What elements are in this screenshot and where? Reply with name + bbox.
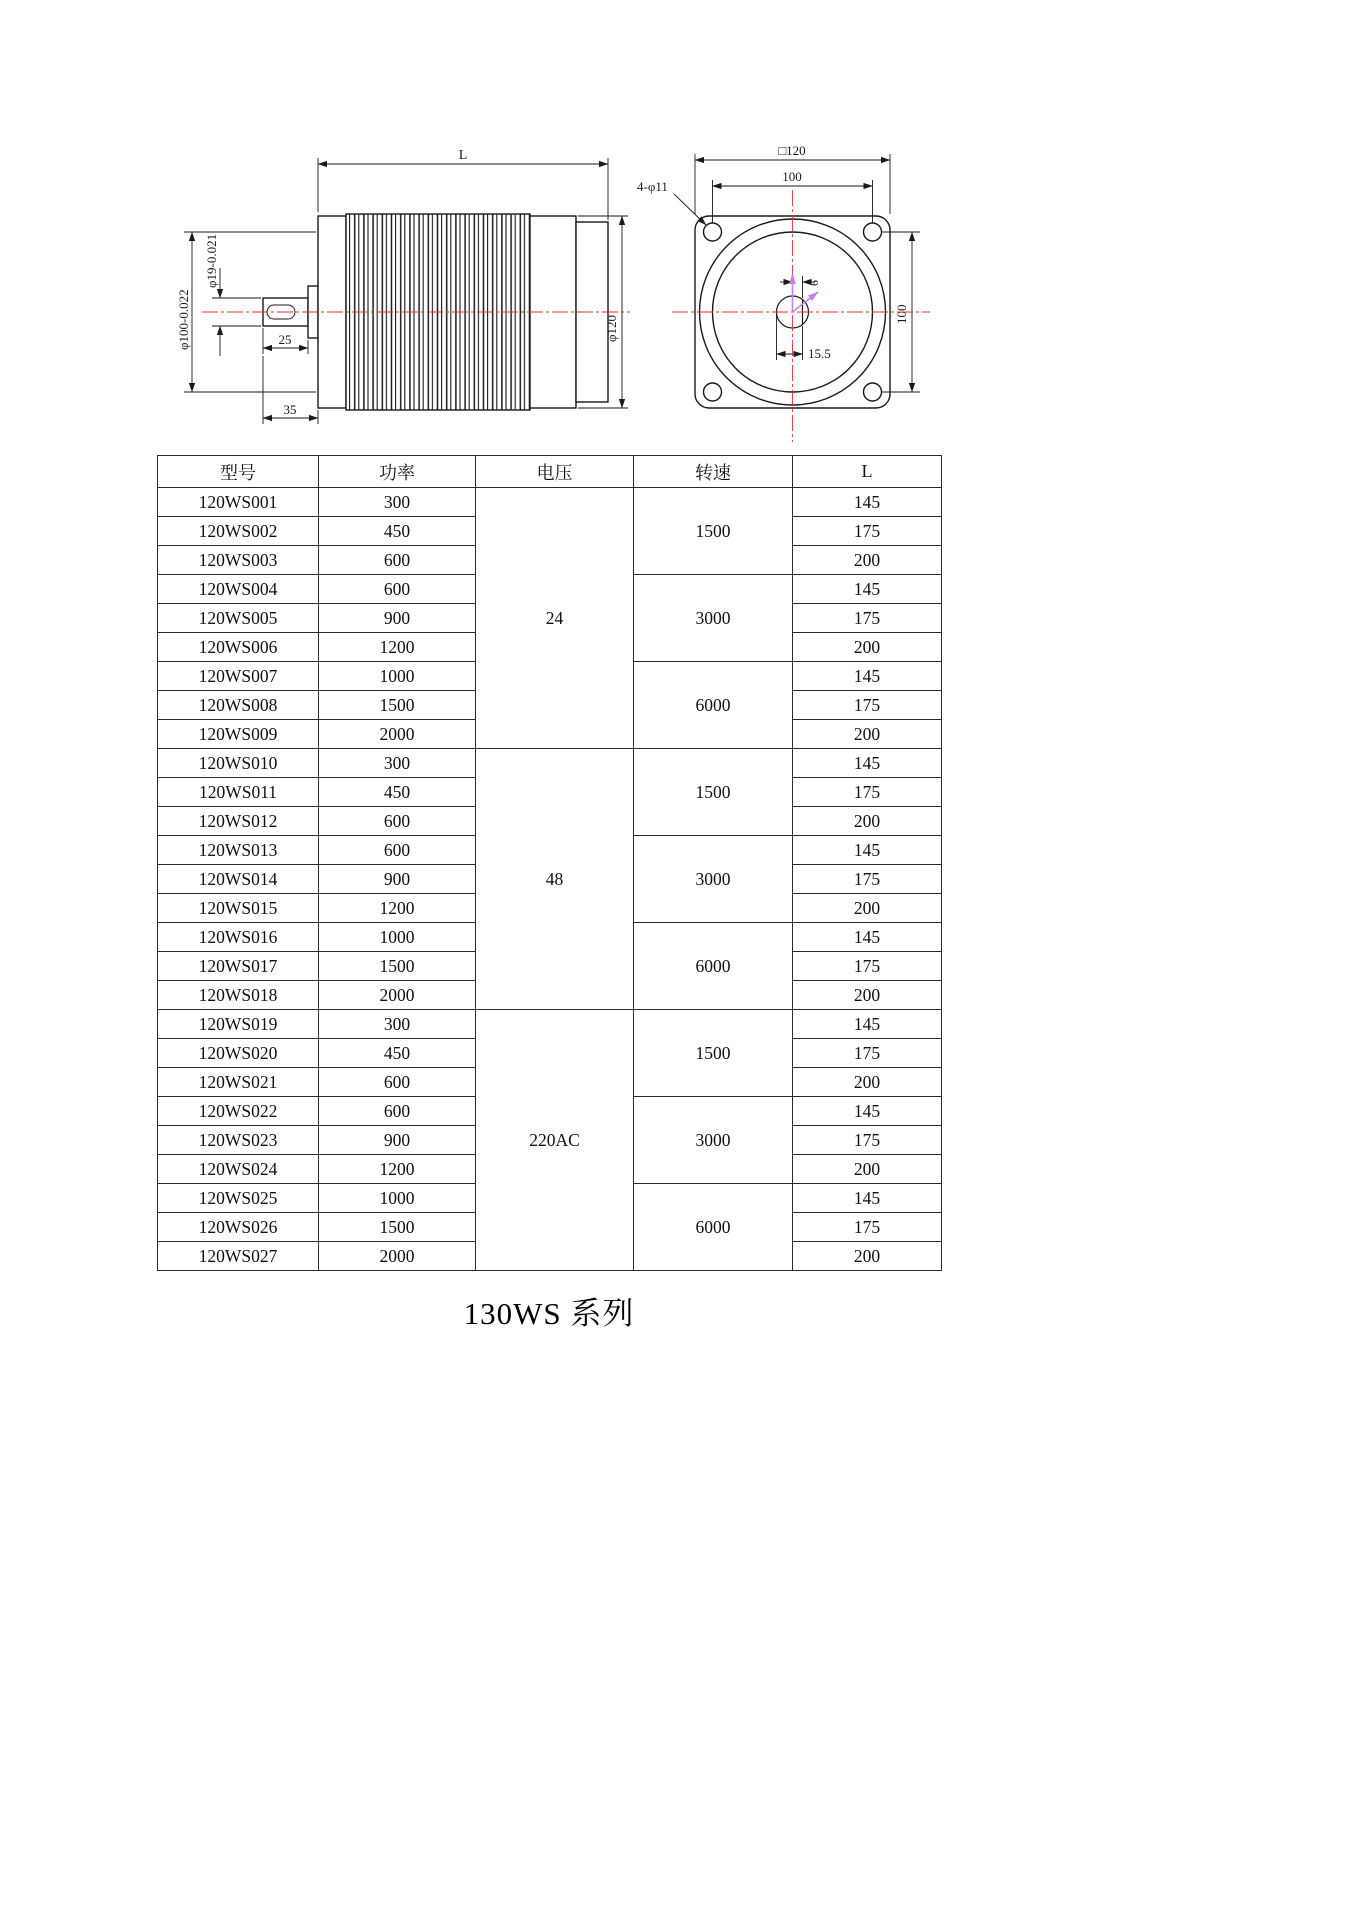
cell-length: 200: [793, 1242, 942, 1271]
cell-voltage: 220AC: [476, 1010, 634, 1271]
cell-model: 120WS020: [158, 1039, 319, 1068]
cell-length: 200: [793, 546, 942, 575]
cell-speed: 1500: [634, 488, 793, 575]
series-caption: 130WS 系列: [463, 1296, 635, 1331]
header-length: L: [793, 456, 942, 488]
cell-power: 2000: [319, 720, 476, 749]
bolt-hole-top-left: [704, 223, 722, 241]
cell-length: 200: [793, 807, 942, 836]
cell-power: 900: [319, 865, 476, 894]
cell-length: 200: [793, 981, 942, 1010]
header-model: 型号: [158, 456, 319, 488]
cell-length: 200: [793, 633, 942, 662]
cell-length: 145: [793, 488, 942, 517]
dim-bolt-spacing-top-label: 100: [782, 169, 802, 184]
header-voltage: 电压: [476, 456, 634, 488]
cell-power: 2000: [319, 1242, 476, 1271]
cell-length: 145: [793, 575, 942, 604]
cell-voltage: 48: [476, 749, 634, 1010]
cell-length: 175: [793, 604, 942, 633]
cell-model: 120WS023: [158, 1126, 319, 1155]
cell-power: 1500: [319, 952, 476, 981]
dim-length-label: L: [458, 148, 468, 163]
cell-power: 300: [319, 749, 476, 778]
cell-length: 175: [793, 1039, 942, 1068]
cell-model: 120WS015: [158, 894, 319, 923]
bolt-hole-bottom-left: [704, 383, 722, 401]
cell-length: 145: [793, 749, 942, 778]
spec-table-section: [157, 455, 942, 1271]
cell-model: 120WS010: [158, 749, 319, 778]
cell-length: 200: [793, 894, 942, 923]
cell-power: 900: [319, 604, 476, 633]
dim-keyway-label: 15.5: [808, 346, 831, 361]
bolt-hole-top-right: [864, 223, 882, 241]
cell-length: 175: [793, 517, 942, 546]
motor-drawing: [150, 128, 940, 448]
cell-power: 450: [319, 1039, 476, 1068]
cell-power: 1500: [319, 691, 476, 720]
cell-power: 450: [319, 778, 476, 807]
cell-model: 120WS003: [158, 546, 319, 575]
cell-power: 600: [319, 807, 476, 836]
cell-power: 300: [319, 1010, 476, 1039]
cell-model: 120WS025: [158, 1184, 319, 1213]
cell-length: 145: [793, 836, 942, 865]
cell-model: 120WS006: [158, 633, 319, 662]
cell-speed: 6000: [634, 923, 793, 1010]
cell-power: 1500: [319, 1213, 476, 1242]
cell-model: 120WS012: [158, 807, 319, 836]
cell-voltage: 24: [476, 488, 634, 749]
cell-power: 1200: [319, 1155, 476, 1184]
header-speed: 转速: [634, 456, 793, 488]
cell-model: 120WS007: [158, 662, 319, 691]
dim-shaft-length-label: 25: [278, 332, 292, 347]
cell-power: 600: [319, 1097, 476, 1126]
front-view-labels: [637, 143, 909, 361]
spec-table-body: [158, 488, 942, 1271]
cell-model: 120WS027: [158, 1242, 319, 1271]
dim-body-dia-label: φ120: [604, 314, 619, 342]
cell-model: 120WS022: [158, 1097, 319, 1126]
cell-length: 200: [793, 1068, 942, 1097]
cell-power: 600: [319, 575, 476, 604]
cell-power: 1200: [319, 633, 476, 662]
dim-square-size-label: □120: [778, 143, 806, 158]
cell-length: 175: [793, 778, 942, 807]
cell-power: 1000: [319, 1184, 476, 1213]
dim-key-width-label: 6: [807, 280, 821, 286]
cell-length: 145: [793, 1184, 942, 1213]
dim-shoulder-length-label: 35: [283, 402, 297, 417]
table-header-row: [158, 456, 942, 488]
bolt-hole-bottom-right: [864, 383, 882, 401]
cell-speed: 6000: [634, 1184, 793, 1271]
cell-length: 175: [793, 1213, 942, 1242]
cell-power: 600: [319, 836, 476, 865]
dim-pilot-dia-label: φ100-0.022: [176, 289, 191, 350]
dim-bolt-holes-label: 4-φ11: [637, 179, 668, 194]
cell-model: 120WS026: [158, 1213, 319, 1242]
cell-model: 120WS008: [158, 691, 319, 720]
cell-length: 145: [793, 662, 942, 691]
cell-model: 120WS011: [158, 778, 319, 807]
cell-power: 1000: [319, 923, 476, 952]
cell-power: 600: [319, 1068, 476, 1097]
technical-drawing-section: [150, 128, 940, 448]
cell-length: 145: [793, 1097, 942, 1126]
cell-power: 450: [319, 517, 476, 546]
dim-shaft-dia-label: φ19-0.021: [204, 233, 219, 288]
cell-power: 900: [319, 1126, 476, 1155]
axis-arrows: [793, 274, 819, 312]
cell-speed: 3000: [634, 1097, 793, 1184]
cell-speed: 3000: [634, 575, 793, 662]
cell-power: 600: [319, 546, 476, 575]
cell-model: 120WS018: [158, 981, 319, 1010]
cell-length: 145: [793, 923, 942, 952]
cell-speed: 6000: [634, 662, 793, 749]
table-row: [158, 1010, 942, 1039]
cell-model: 120WS021: [158, 1068, 319, 1097]
cell-speed: 1500: [634, 1010, 793, 1097]
cell-model: 120WS001: [158, 488, 319, 517]
cell-model: 120WS002: [158, 517, 319, 546]
cell-model: 120WS017: [158, 952, 319, 981]
cell-length: 175: [793, 691, 942, 720]
cell-speed: 3000: [634, 836, 793, 923]
cell-model: 120WS013: [158, 836, 319, 865]
cell-length: 145: [793, 1010, 942, 1039]
cell-model: 120WS019: [158, 1010, 319, 1039]
cell-length: 175: [793, 1126, 942, 1155]
cell-power: 300: [319, 488, 476, 517]
cell-model: 120WS009: [158, 720, 319, 749]
header-power: 功率: [319, 456, 476, 488]
cell-model: 120WS024: [158, 1155, 319, 1184]
cell-power: 2000: [319, 981, 476, 1010]
spec-table: [157, 455, 942, 1271]
table-row: [158, 749, 942, 778]
axis-arrow-diagonal: [793, 292, 819, 312]
table-row: [158, 488, 942, 517]
dim-bolt-spacing-side-label: 100: [894, 304, 909, 324]
cell-length: 175: [793, 952, 942, 981]
cell-power: 1000: [319, 662, 476, 691]
cell-model: 120WS004: [158, 575, 319, 604]
cell-power: 1200: [319, 894, 476, 923]
cell-model: 120WS014: [158, 865, 319, 894]
cell-model: 120WS016: [158, 923, 319, 952]
cell-model: 120WS005: [158, 604, 319, 633]
cell-speed: 1500: [634, 749, 793, 836]
cell-length: 200: [793, 720, 942, 749]
cell-length: 175: [793, 865, 942, 894]
cell-length: 200: [793, 1155, 942, 1184]
